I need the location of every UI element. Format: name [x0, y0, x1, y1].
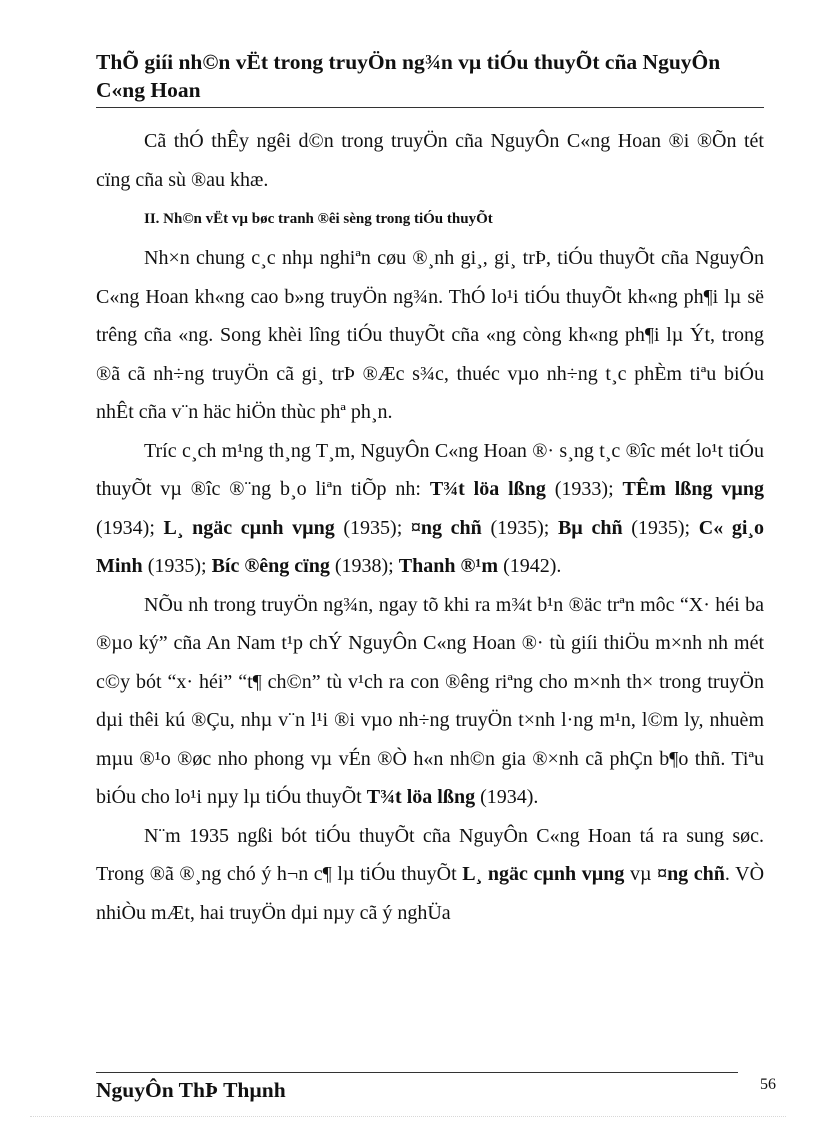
running-header: [96, 48, 764, 108]
work-title: Bµ chñ: [557, 516, 623, 539]
work-title: L¸ ngäc cµnh vµng: [462, 863, 625, 885]
work-year: (1935);: [147, 555, 207, 577]
paragraph-1-text: Nh×n chung c¸c nhµ nghiªn cøu ®¸nh gi¸, gi¸ trÞ, tiÓu thuyÕt cña NguyÔn C«ng Hoan kh«ng cao b»ng truyÖn ng¾n. ThÓ lo¹i tiÓu thuyÕt kh«ng ph¶i lµ së trêng cña «ng. Song khèi lîng tiÓu thuyÕt cña «ng còng kh«ng ph¶i lµ Ýt, trong ®ã cã nh÷ng truyÖn cã gi¸ trÞ ®Æc s¾c, thuéc vµo nh÷ng t¸c phÈm tiªu biÓu nhÊt cña v¨n häc hiÖn thùc phª ph¸n.: [96, 247, 764, 423]
work-title: L¸ ngäc cµnh vµng: [163, 516, 335, 539]
work-year: (1935);: [343, 516, 403, 539]
work-year: (1942).: [503, 555, 562, 577]
section-heading: [96, 199, 764, 239]
work-title: T¾t löa lßng: [429, 478, 546, 500]
paragraph-4-text: N¨m 1935 ngßi bót tiÓu thuyÕt cña NguyÔn C«ng Hoan tá ra sung søc. Trong ®ã ®¸ng chó ý h¬n c¶ lµ tiÓu thuyÕt: [96, 824, 764, 885]
work-title: T¾t löa lßng: [366, 786, 476, 808]
paragraph-2: [96, 432, 764, 586]
work-year: (1935);: [490, 516, 550, 539]
paragraph-4: [96, 817, 764, 933]
work-title: Bíc ®êng cïng: [211, 555, 330, 577]
paragraph-4-end: . VÒ nhiÒu mÆt, hai truyÖn dµi nµy cã ý nghÜa: [96, 863, 765, 924]
footer-author: NguyÔn ThÞ Thµnh: [96, 1078, 286, 1102]
paragraph-1: [96, 239, 764, 432]
work-year: (1934).: [480, 786, 539, 808]
paragraph-3-text: NÕu nh trong truyÖn ng¾n, ngay tõ khi ra m¾t b¹n ®äc trªn môc “X· héi ba ®µo ký” cña An Nam t¹p chÝ NguyÔn C«ng Hoan ®· tù giíi thiÖu m×nh nh mét c©y bót “x· héi” “t¶ ch©n” tù v¹ch ra con ®êng riªng cho m×nh th× trong truyÖn dµi thêi kú ®Çu, nhµ v¨n l¹i ®i vµo nh÷ng truyÖn t×nh l·ng m¹n, l©m ly, nhuèm mµu ®¹o ®øc nho phong vµ vÉn ®Ò h«n nh©n gia ®×nh cã phÇn b¶o thñ. Tiªu biÓu cho lo¹i nµy lµ tiÓu thuyÕt: [96, 593, 764, 808]
work-title: ¤ng chñ: [657, 863, 725, 885]
conjunction-text: vµ: [629, 863, 652, 885]
work-title: C« gi¸o Minh: [96, 516, 765, 577]
footer-divider: [96, 1072, 738, 1073]
work-year: (1938);: [334, 555, 394, 577]
page-bottom-border: [30, 1116, 786, 1117]
header-title: ThÕ giíi nh©n vËt trong truyÖn ng¾n vµ tiÓu thuyÕt cña NguyÔn C«ng Hoan: [96, 50, 721, 102]
intro-paragraph: [96, 122, 764, 199]
page-number: 56: [760, 1076, 776, 1093]
section-heading-text: II. Nh©n vËt vµ bøc tranh ®êi sèng trong tiÓu thuyÕt: [144, 211, 493, 227]
work-title: Thanh ®¹m: [398, 555, 499, 577]
document-body: [96, 122, 764, 932]
work-year: (1935);: [631, 516, 691, 539]
work-year: (1933);: [554, 478, 614, 500]
work-title: TÊm lßng vµng: [622, 478, 765, 500]
work-title: ¤ng chñ: [410, 516, 482, 539]
paragraph-3: [96, 586, 764, 817]
intro-text: Cã thÓ thÊy ngêi d©n trong truyÖn cña NguyÔn C«ng Hoan ®i ®Õn tét cïng cña sù ®au khæ.: [96, 130, 764, 191]
work-year: (1934);: [96, 516, 155, 539]
paragraph-2-text: Tríc c¸ch m¹ng th¸ng T¸m, NguyÔn C«ng Hoan ®· s¸ng t¸c ®îc mét lo¹t tiÓu thuyÕt vµ ®îc ®¨ng b¸o liªn tiÕp nh:: [96, 439, 764, 500]
